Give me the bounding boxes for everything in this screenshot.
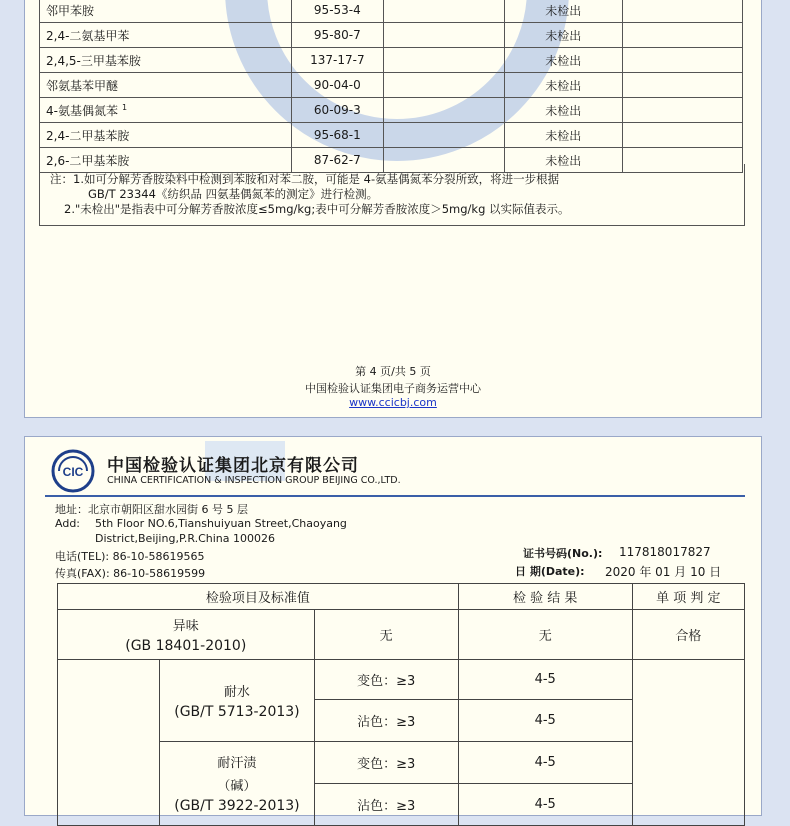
amine-name-text: 邻甲苯胺 <box>46 3 95 18</box>
limit-cell <box>383 123 504 148</box>
address-cn: 地址：北京市朝阳区甜水园街 6 号 5 层 <box>55 503 248 516</box>
remark-cell <box>622 98 742 123</box>
header-judgement: 单 项 判 定 <box>632 584 744 610</box>
odor-name: 异味 <box>172 619 199 634</box>
fastness-judgement <box>632 660 744 826</box>
center-name: 中国检验认证集团电子商务运营中心 <box>305 382 481 395</box>
website-link[interactable]: www.ccicbj.com <box>349 396 437 409</box>
test-result: 未检出 <box>504 48 622 73</box>
test-result: 未检出 <box>504 73 622 98</box>
test-result: 未检出 <box>504 23 622 48</box>
cic-logo <box>51 449 95 493</box>
cas-number: 95-80-7 <box>292 23 384 48</box>
report-page <box>24 436 762 816</box>
test-result: 未检出 <box>504 0 622 23</box>
limit-cell <box>383 98 504 123</box>
test-result: 未检出 <box>504 148 622 173</box>
cas-number: 60-09-3 <box>292 98 384 123</box>
remark-cell <box>622 123 742 148</box>
amine-name-text: 2,4,5-三甲基苯胺 <box>46 53 141 68</box>
amine-name <box>40 23 292 48</box>
amine-row <box>40 23 743 48</box>
limit-cell <box>383 0 504 23</box>
odor-standard: (GB 18401-2010) <box>125 638 247 654</box>
cas-number: 137-17-7 <box>292 48 384 73</box>
odor-result: 无 <box>458 610 632 660</box>
limit-cell <box>383 48 504 73</box>
sweat-color-change-std: 变色：≥3 <box>314 742 458 784</box>
test-result: 未检出 <box>504 123 622 148</box>
amine-row <box>40 48 743 73</box>
cas-number: 90-04-0 <box>292 73 384 98</box>
note-line-1: 注：1.如可分解芳香胺染料中检测到苯胺和对苯二胺，可能是 4-氨基偶氮苯分裂所致，将进一步根据 <box>50 172 560 186</box>
remark-cell <box>622 48 742 73</box>
company-name-en: CHINA CERTIFICATION & INSPECTION GROUP BEIJING CO.,LTD. <box>107 475 401 486</box>
address-en-line2: District,Beijing,P.R.China 100026 <box>95 532 276 545</box>
amine-name <box>40 123 292 148</box>
footnote-marker: 1 <box>121 102 128 112</box>
table-notes <box>39 164 745 226</box>
water-staining-result: 4-5 <box>458 700 632 742</box>
amine-row <box>40 0 743 23</box>
test-result: 未检出 <box>504 98 622 123</box>
water-standard: (GB/T 5713-2013) <box>174 704 300 720</box>
sweat-type: （碱） <box>217 779 257 794</box>
amine-name <box>40 0 292 23</box>
address-en-line1: 5th Floor NO.6,Tianshuiyuan Street,Chaoyang <box>95 517 347 530</box>
remark-cell <box>622 73 742 98</box>
amine-name-text: 2,4-二甲基苯胺 <box>46 128 130 143</box>
remark-cell <box>622 0 742 23</box>
water-color-change-result: 4-5 <box>458 660 632 700</box>
cas-number: 87-62-7 <box>292 148 384 173</box>
cert-label: 证书号码(No.): <box>523 547 603 560</box>
test-results-table <box>57 583 745 826</box>
amine-name <box>40 98 292 123</box>
report-date: 2020 年 01 月 10 日 <box>605 565 722 579</box>
sweat-standard: (GB/T 3922-2013) <box>174 798 300 814</box>
amine-name-text: 邻氨基苯甲醚 <box>46 78 119 93</box>
date-label: 日 期(Date): <box>515 565 585 578</box>
sweat-fastness-item <box>160 742 314 826</box>
logo-text: CIC <box>62 465 84 479</box>
header-divider <box>45 495 745 497</box>
sweat-name: 耐汗渍 <box>217 756 257 771</box>
sweat-color-change-result: 4-5 <box>458 742 632 784</box>
amine-name-text: 2,6-二甲基苯胺 <box>46 153 130 168</box>
company-name-cn: 中国检验认证集团北京有限公司 <box>107 456 359 476</box>
limit-cell <box>383 73 504 98</box>
header-item: 检验项目及标准值 <box>58 584 459 610</box>
water-fastness-item <box>160 660 314 742</box>
water-color-change-std: 变色：≥3 <box>314 660 458 700</box>
odor-item <box>58 610 315 660</box>
amine-name-text: 2,4-二氨基甲苯 <box>46 28 130 43</box>
odor-judgement: 合格 <box>632 610 744 660</box>
cas-number: 95-68-1 <box>292 123 384 148</box>
amine-name <box>40 73 292 98</box>
note-line-2: GB/T 23344《纺织品 四氨基偶氮苯的测定》进行检测。 <box>88 187 379 201</box>
telephone: 电话(TEL): 86-10-58619565 <box>55 550 205 563</box>
colorfastness-group <box>58 660 160 826</box>
cas-number: 95-53-4 <box>292 0 384 23</box>
amine-row <box>40 98 743 123</box>
remark-cell <box>622 23 742 48</box>
amine-row <box>40 123 743 148</box>
header-result: 检 验 结 果 <box>458 584 632 610</box>
address-en-label: Add: <box>55 517 81 530</box>
sweat-staining-result: 4-5 <box>458 784 632 826</box>
amine-row <box>40 73 743 98</box>
amine-name-text: 4-氨基偶氮苯 <box>46 103 118 118</box>
limit-cell <box>383 23 504 48</box>
page-number: 第 4 页/共 5 页 <box>355 365 431 378</box>
amine-name <box>40 48 292 73</box>
report-page-4 <box>24 0 762 418</box>
water-name: 耐水 <box>223 685 250 700</box>
cert-number: 117818017827 <box>619 545 711 559</box>
water-staining-std: 沾色：≥3 <box>314 700 458 742</box>
fax: 传真(FAX): 86-10-58619599 <box>55 567 206 580</box>
aromatic-amine-table <box>39 0 743 173</box>
odor-standard-value: 无 <box>314 610 458 660</box>
note-line-3: 2."未检出"是指表中可分解芳香胺浓度≤5mg/kg;表中可分解芳香胺浓度＞5mg/kg 以实际值表示。 <box>64 202 570 216</box>
sweat-staining-std: 沾色：≥3 <box>314 784 458 826</box>
